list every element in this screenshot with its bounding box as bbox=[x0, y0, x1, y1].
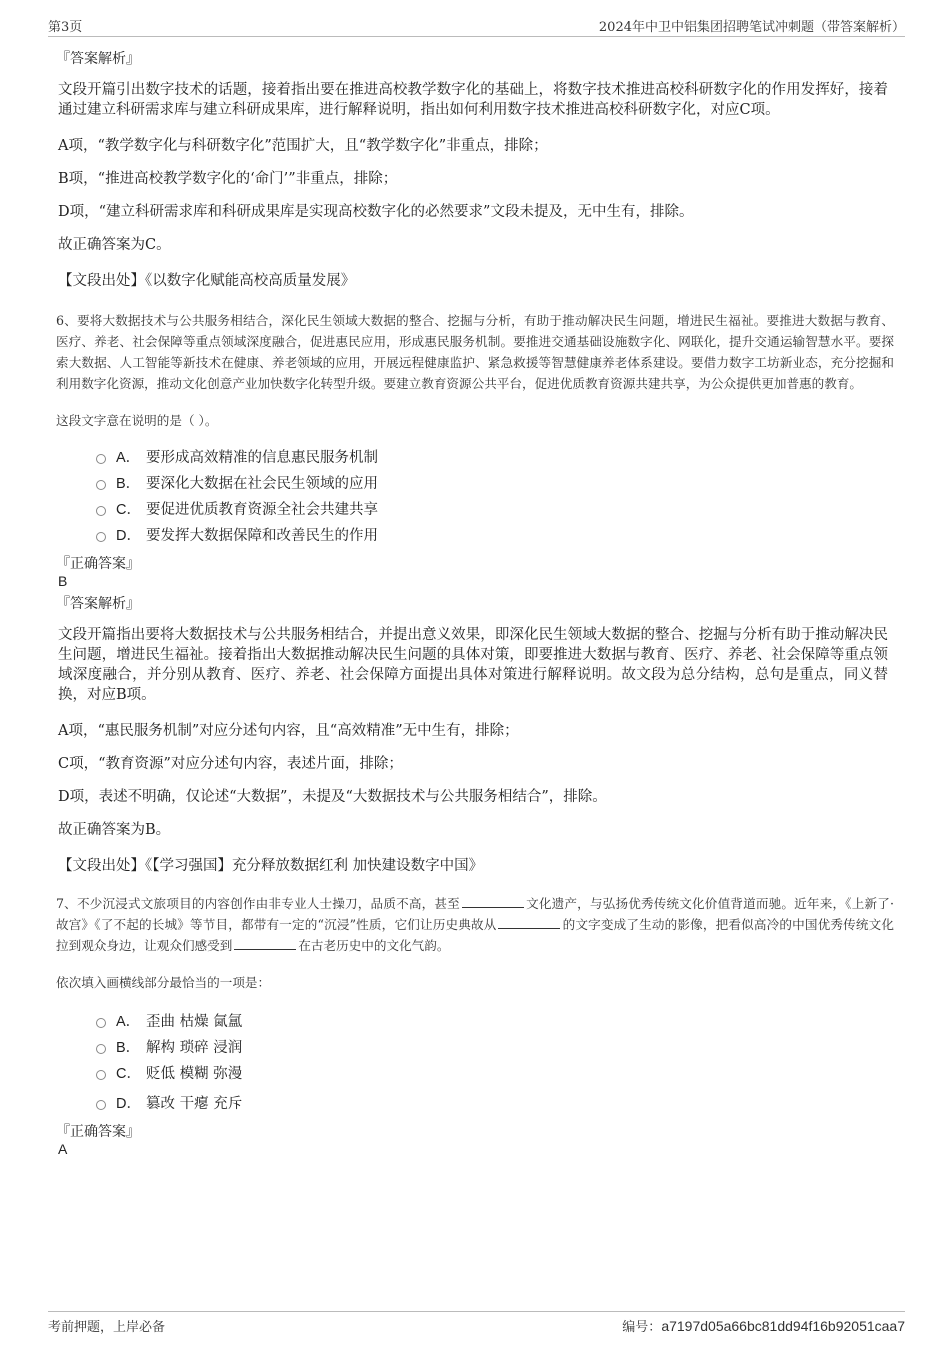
analysis-label: 『答案解析』 bbox=[56, 596, 140, 612]
option-c[interactable]: C． 贬低 模糊 弥漫 bbox=[96, 1059, 896, 1085]
option-b[interactable]: B． 解构 琐碎 浸润 bbox=[96, 1033, 896, 1059]
option-a-note: A项，“惠民服务机制”对应分述句内容，且“高效精准”无中生有，排除； bbox=[58, 723, 519, 739]
option-a[interactable]: A． 要形成高效精准的信息惠民服务机制 bbox=[96, 443, 896, 469]
radio-icon[interactable] bbox=[96, 480, 106, 490]
correct-answer-label: 『正确答案』 bbox=[56, 556, 140, 572]
page-header bbox=[48, 14, 905, 37]
question-7-stem: 依次填入画横线部分最恰当的一项是： bbox=[56, 975, 271, 990]
option-d-note: D项，表述不明确，仅论述“大数据”，未提及“大数据技术与公共服务相结合”，排除。 bbox=[58, 789, 607, 805]
analysis-text: 文段开篇指出要将大数据技术与公共服务相结合，并提出意义效果，即深化民生领域大数据的整合、挖掘与分析有助于推动解决民生问题，增进民生福祉。接着指出大数据推动解决民生问题的具体对策，即要推进大数据与教育、医疗、养老、社会保障等重点领域深度融合，并分别从教育、医疗、养老、社会保障方面提出具体对策进行解释说明。故文段为总分结构，总句是重点，同义替换，对应B项。 bbox=[58, 627, 888, 703]
source-citation: 【文段出处】《以数字化赋能高校高质量发展》 bbox=[58, 273, 356, 289]
radio-icon[interactable] bbox=[96, 454, 106, 464]
page-content bbox=[56, 44, 896, 1161]
fill-blank bbox=[234, 936, 296, 950]
analysis-label: 『答案解析』 bbox=[56, 51, 140, 67]
option-c-note: C项，“教育资源”对应分述句内容，表述片面，排除； bbox=[58, 756, 403, 772]
correct-answer: A bbox=[58, 1141, 68, 1157]
question-6-stem: 这段文字意在说明的是（ ）。 bbox=[56, 413, 218, 428]
radio-icon[interactable] bbox=[96, 1018, 106, 1028]
option-b[interactable]: B． 要深化大数据在社会民生领域的应用 bbox=[96, 469, 896, 495]
option-d[interactable]: D． 要发挥大数据保障和改善民生的作用 bbox=[96, 521, 896, 547]
question-7-options bbox=[96, 1007, 896, 1115]
option-c[interactable]: C． 要促进优质教育资源全社会共建共享 bbox=[96, 495, 896, 521]
footer-slogan: 考前押题，上岸必备 bbox=[48, 1320, 166, 1335]
page-footer bbox=[48, 1311, 905, 1338]
document-title: 2024年中卫中铝集团招聘笔试冲刺题（带答案解析） bbox=[598, 20, 905, 35]
question-7-text: 7、不少沉浸式文旅项目的内容创作由非专业人士操刀，品质不高，甚至 文化遗产，与弘扬优秀传统文化价值背道而驰。近年来，《上新了·故宫》《了不起的长城》等节目，都带有一定的“沉浸”性质，它们让历史典故从 的文字变成了生动的影像，把看似高冷的中国优秀传统文化拉到观众身边，让观众们感受到 在古老历史中的文化气韵。 bbox=[56, 896, 894, 953]
option-a-note: A项，“教学数字化与科研数字化”范围扩大，且“教学数字化”非重点，排除； bbox=[58, 138, 548, 154]
option-d-note: D项，“建立科研需求库和科研成果库是实现高校数字化的必然要求”文段未提及，无中生有，排除。 bbox=[58, 204, 694, 220]
conclusion: 故正确答案为C。 bbox=[58, 237, 171, 253]
fill-blank bbox=[462, 894, 524, 908]
option-b-note: B项，“推进高校教学数字化的‘命门’”非重点，排除； bbox=[58, 171, 398, 187]
question-6-text: 6、要将大数据技术与公共服务相结合，深化民生领域大数据的整合、挖掘与分析，有助于推动解决民生问题，增进民生福祉。要推进大数据与教育、医疗、养老、社会保障等重点领域深度融合，促进惠民应用，形成惠民服务机制。要推进交通基础设施数字化、网联化，提升交通运输智慧水平。要探索大数据、人工智能等新技术在健康、养老领域的应用，开展远程健康监护、紧急救援等智慧健康养老体系建设。要借力数字工坊新业态，充分挖掘和利用数字化资源，推动文化创意产业加快数字化转型升级。要建立教育资源公共平台，促进优质教育资源共建共享，为公众提供更加普惠的教育。 bbox=[56, 313, 894, 391]
option-d[interactable]: D． 篡改 干瘪 充斥 bbox=[96, 1089, 896, 1115]
fill-blank bbox=[498, 915, 560, 929]
correct-answer: B bbox=[58, 573, 68, 589]
option-a[interactable]: A． 歪曲 枯燥 氤氲 bbox=[96, 1007, 896, 1033]
document-code: 编号：a7197d05a66bc81dd94f16b92051caa7 bbox=[622, 1318, 905, 1335]
correct-answer-label: 『正确答案』 bbox=[56, 1124, 140, 1140]
page-number: 第3页 bbox=[48, 20, 83, 35]
radio-icon[interactable] bbox=[96, 1100, 106, 1110]
analysis-text: 文段开篇引出数字技术的话题，接着指出要在推进高校教学数字化的基础上，将数字技术推进高校科研数字化的作用发挥好，接着通过建立科研需求库与建立科研成果库，进行解释说明，指出如何利用数字技术推进高校科研数字化，对应C项。 bbox=[58, 82, 888, 118]
radio-icon[interactable] bbox=[96, 506, 106, 516]
source-citation: 【文段出处】《【学习强国】充分释放数据红利 加快建设数字中国》 bbox=[58, 858, 484, 874]
radio-icon[interactable] bbox=[96, 532, 106, 542]
question-6-options bbox=[96, 443, 896, 547]
radio-icon[interactable] bbox=[96, 1044, 106, 1054]
conclusion: 故正确答案为B。 bbox=[58, 822, 171, 838]
radio-icon[interactable] bbox=[96, 1070, 106, 1080]
